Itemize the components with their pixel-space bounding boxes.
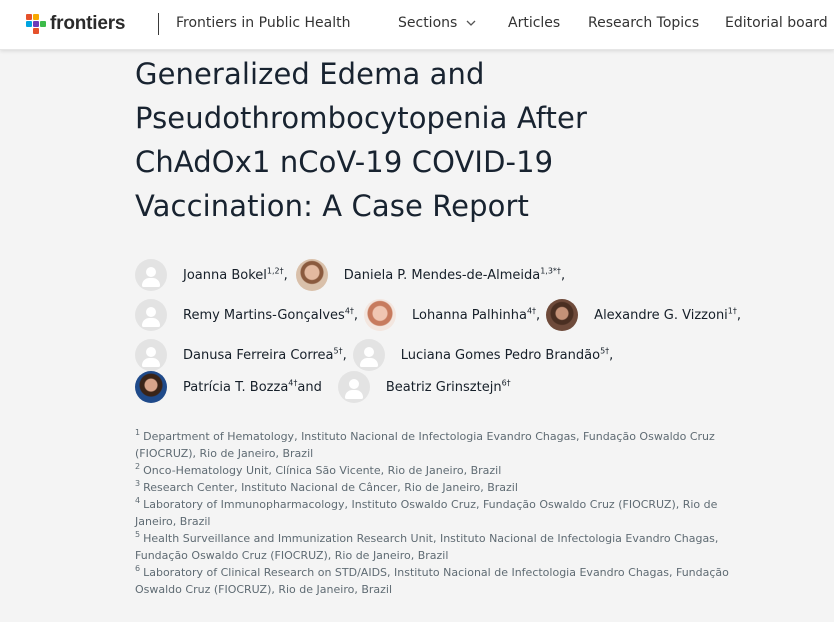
- article-title: Generalized Edema and Pseudothrombocytopenia After ChAdOx1 nCoV-19 COVID-19 Vaccination: A Case Report: [135, 57, 587, 223]
- author-avatar[interactable]: [353, 339, 385, 371]
- nav-editorial-board[interactable]: Editorial board: [725, 15, 828, 31]
- affiliations-list: [135, 428, 735, 598]
- author-avatar[interactable]: [338, 371, 370, 403]
- frontiers-logo[interactable]: [26, 11, 125, 37]
- chevron-down-icon: [465, 17, 477, 29]
- author-avatar[interactable]: [135, 371, 167, 403]
- affiliation-item: $^4$ Laboratory of Immunopharmacology, Instituto Oswaldo Cruz, Fundação Oswaldo Cruz (FIOCRUZ), Rio de Janeiro, Brazil: [135, 496, 718, 528]
- top-navigation-bar: [0, 0, 834, 50]
- affiliation-item: $^6$ Laboratory of Clinical Research on STD/AIDS, Instituto Nacional de Infectologia Evandro Chagas, Fundação Oswaldo Cruz (FIOCRUZ), Rio de Janeiro, Brazil: [135, 564, 729, 596]
- author-name[interactable]: Joanna Bokel$^{1,2\dagger}$: [183, 266, 284, 283]
- author-row: Patrícia T. Bozza$^{4\dagger}$ and Beatriz Grinsztejn$^{6\dagger}$: [135, 370, 511, 404]
- nav-articles[interactable]: Articles: [508, 15, 561, 31]
- author-avatar[interactable]: [135, 259, 167, 291]
- author-avatar[interactable]: [296, 259, 328, 291]
- author-row: Joanna Bokel$^{1,2\dagger}$ , Daniela P. Mendes-de-Almeida$^{1,3*\dagger}$ ,: [135, 258, 567, 292]
- author-name[interactable]: Beatriz Grinsztejn$^{6\dagger}$: [385, 378, 511, 395]
- nav-sections-label: Sections: [398, 15, 458, 31]
- frontiers-logo-icon: [26, 14, 46, 34]
- author-name[interactable]: Remy Martins-Gonçalves$^{4\dagger}$: [183, 306, 354, 323]
- author-name[interactable]: Danusa Ferreira Correa$^{5\dagger}$: [183, 346, 343, 363]
- logo-text: frontiers: [50, 13, 126, 34]
- header-divider: [158, 13, 159, 35]
- author-avatar[interactable]: [546, 299, 578, 331]
- author-avatar[interactable]: [364, 299, 396, 331]
- author-avatar[interactable]: [135, 339, 167, 371]
- nav-research-topics[interactable]: Research Topics: [588, 15, 700, 31]
- author-row: Remy Martins-Gonçalves$^{4\dagger}$ , Lohanna Palhinha$^{4\dagger}$ , Alexandre G. Vizzoni$^{1\dagger}$ ,: [135, 298, 743, 332]
- affiliation-item: $^1$ Department of Hematology, Instituto Nacional de Infectologia Evandro Chagas, Fundação Oswaldo Cruz (FIOCRUZ), Rio de Janeiro, Brazil: [135, 428, 715, 460]
- author-name[interactable]: Lohanna Palhinha$^{4\dagger}$: [412, 306, 537, 323]
- author-name[interactable]: Daniela P. Mendes-de-Almeida$^{1,3*\dagger}$: [343, 266, 561, 283]
- journal-name-link[interactable]: Frontiers in Public Health: [176, 15, 351, 31]
- nav-sections[interactable]: [398, 15, 477, 31]
- author-name[interactable]: Luciana Gomes Pedro Brandão$^{5\dagger}$: [400, 346, 610, 363]
- affiliation-item: $^5$ Health Surveillance and Immunization Research Unit, Instituto Nacional de Infectologia Evandro Chagas, Fundação Oswaldo Cruz (FIOCRUZ), Rio de Janeiro, Brazil: [135, 530, 719, 562]
- author-name[interactable]: Alexandre G. Vizzoni$^{1\dagger}$: [594, 306, 737, 323]
- author-row: Danusa Ferreira Correa$^{5\dagger}$ , Luciana Gomes Pedro Brandão$^{5\dagger}$ ,: [135, 338, 615, 372]
- author-name[interactable]: Patrícia T. Bozza$^{4\dagger}$: [183, 378, 298, 395]
- affiliation-item: $^3$ Research Center, Instituto Nacional de Câncer, Rio de Janeiro, Brazil: [135, 479, 518, 494]
- affiliation-item: $^2$ Onco-Hematology Unit, Clínica São Vicente, Rio de Janeiro, Brazil: [135, 462, 502, 477]
- author-avatar[interactable]: [135, 299, 167, 331]
